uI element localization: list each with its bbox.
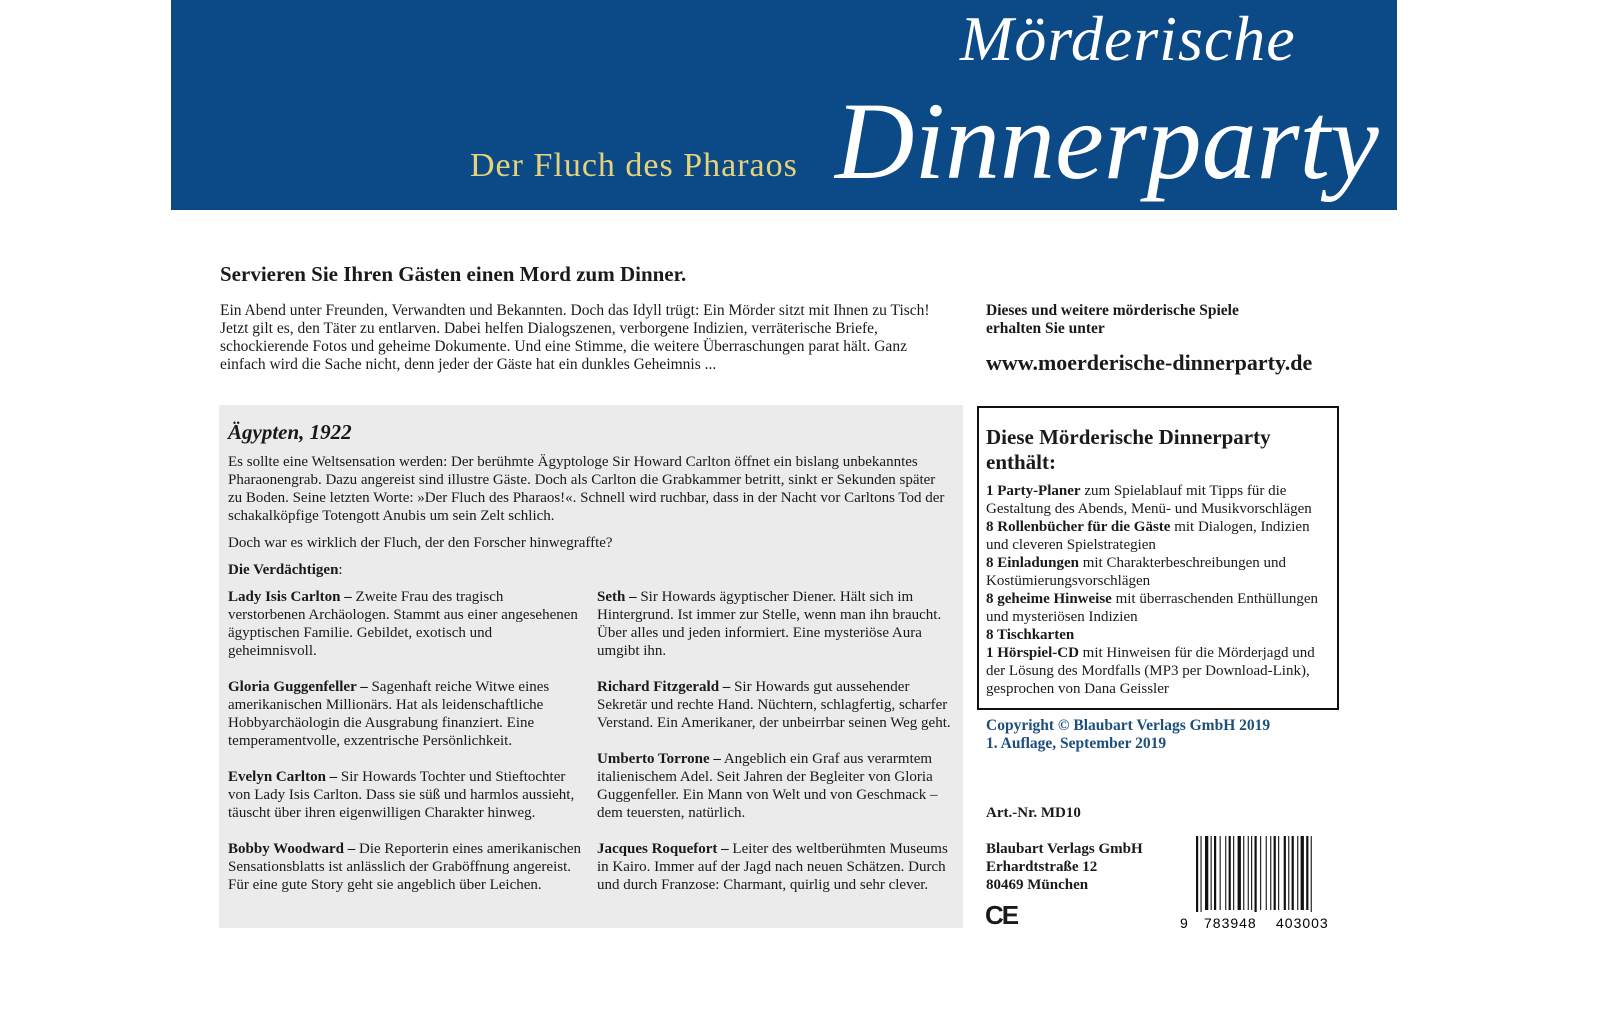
publisher-address [986, 840, 1143, 894]
barcode-bar [1274, 836, 1276, 910]
item-desc: mit Charakterbeschreibungen und Kostümierungsvorschlägen [986, 555, 1286, 589]
logo-line-1: Mörderische [960, 3, 1296, 74]
barcode-bar [1211, 836, 1212, 910]
contents-item [986, 554, 1330, 590]
story-text: Es sollte eine Weltsensation werden: Der berühmte Ägyptologe Sir Howard Carlton öffnet ein bislang unbekanntes Pharaonengrab. Dazu angereist sind illustre Gäste. Doch als Carlton die Grabkammer betritt, sinkt er Sekunden später zu Boden. Seine letzten Worte: »Der Fluch des Pharaos!«. Schnell wird ruchbar, dass in der Nacht vor Carltons Tod der schakalköpfige Totengott Anubis um sein Zelt schlich. [228, 454, 945, 524]
suspect-entry [597, 840, 952, 894]
suspect-desc: Sir Howards gut aussehender Sekretär und rechte Hand. Nüchtern, schlagfertig, scharfer Verstand. Ein Amerikaner, der unbeirrbar seinen Weg geht. [597, 679, 951, 731]
item-name: 8 geheime Hinweise [986, 591, 1112, 607]
barcode-bar [1311, 836, 1312, 912]
item-desc: mit Dialogen, Indizien und cleveren Spielstrategien [986, 519, 1310, 553]
suspect-name: Seth – [597, 589, 637, 605]
item-name: 1 Party-Planer [986, 483, 1081, 499]
copyright: Copyright © Blaubart Verlags GmbH 2019 [986, 717, 1271, 734]
barcode-bar [1251, 836, 1252, 910]
more-games-block [986, 302, 1346, 376]
suspects-columns [228, 588, 954, 912]
suspect-name: Richard Fitzgerald – [597, 679, 731, 695]
barcode-bar [1220, 836, 1221, 910]
contents-item [986, 482, 1330, 518]
barcode-bar [1288, 836, 1289, 910]
suspects-label [228, 561, 954, 579]
suspect-name: Bobby Woodward – [228, 841, 356, 857]
article-number: Art.-Nr. MD10 [986, 805, 1081, 821]
headline: Servieren Sie Ihren Gästen einen Mord zum Dinner. [220, 262, 687, 286]
copyright-block [977, 717, 1339, 753]
suspect-name: Umberto Torrone – [597, 751, 721, 767]
item-name: 8 Tischkarten [986, 627, 1075, 643]
contents-item [986, 590, 1330, 626]
suspect-entry [228, 768, 583, 822]
website-link[interactable]: www.moerderische-dinnerparty.de [986, 350, 1313, 375]
publisher-city: 80469 München [986, 877, 1089, 893]
item-name: 8 Rollenbücher für die Gäste [986, 519, 1171, 535]
contents-item [986, 626, 1330, 644]
barcode-bar [1238, 836, 1241, 910]
item-name: 1 Hörspiel-CD [986, 645, 1079, 661]
publisher-name: Blaubart Verlags GmbH [986, 841, 1143, 857]
barcode-bar [1225, 836, 1226, 910]
suspect-entry [228, 678, 583, 750]
story-title: Ägypten, 1922 [228, 420, 352, 444]
barcode-bar [1205, 836, 1208, 910]
suspect-desc: Sir Howards ägyptischer Diener. Hält sich im Hintergrund. Ist immer zur Stelle, wenn man ihn braucht. Über alles und jeden informiert. Eine mysteriöse Aura umgibt ihn. [597, 589, 942, 659]
suspect-desc: Angeblich ein Graf aus verarmtem italienischem Adel. Seit Jahren der Begleiter von Gloria Guggenfeller. Ein Mann von Welt und von Geschmack – dem teuersten, natürlich. [597, 751, 938, 821]
item-desc: mit Hinweisen für die Mörderjagd und der Lösung des Mordfalls (MP3 per Download-Link), gesprochen von Dana Geissler [986, 645, 1315, 697]
edition: 1. Auflage, September 2019 [986, 735, 1167, 752]
suspect-entry [228, 840, 583, 894]
suspect-desc: Sagenhaft reiche Witwe eines amerikanischen Millionärs. Hat als leidenschaftliche Hobbyarchäologin die Ausgrabung finanziert. Eine temperamentvolle, exzentrische Persönlichkeit. [228, 679, 550, 749]
game-subtitle: Der Fluch des Pharaos [470, 147, 798, 184]
barcode-bar [1214, 836, 1216, 910]
barcode-digits-group1: 783948 [1204, 915, 1257, 931]
barcode-bar [1266, 836, 1267, 910]
barcode-bar [1233, 836, 1234, 910]
barcode-bar [1248, 836, 1249, 910]
barcode-bar [1306, 836, 1308, 910]
suspect-name: Gloria Guggenfeller – [228, 679, 368, 695]
suspect-name: Lady Isis Carlton – [228, 589, 352, 605]
suspect-desc: Zweite Frau des tragisch verstorbenen Archäologen. Stammt aus einer angesehenen ägyptischen Familie. Gebildet, exotisch und geheimnisvoll. [228, 589, 578, 659]
barcode-bar [1243, 836, 1244, 910]
more-games-text: Dieses und weitere mörderische Spiele erhalten Sie unter [986, 302, 1239, 337]
suspect-entry [597, 678, 952, 732]
contents-column [977, 406, 1339, 753]
barcode-bar [1196, 836, 1198, 912]
story-question: Doch war es wirklich der Fluch, der den Forscher hinwegraffte? [228, 535, 613, 551]
suspects-colon: : [338, 562, 343, 578]
suspect-entry [597, 588, 952, 660]
contents-box [977, 406, 1339, 710]
suspect-name: Evelyn Carlton – [228, 769, 338, 785]
ce-mark-icon: CE [985, 900, 1018, 930]
barcode-bar [1229, 836, 1231, 910]
barcode-bar [1278, 836, 1279, 910]
suspect-desc: Sir Howards Tochter und Stieftochter von Lady Isis Carlton. Dass sie süß und harmlos aussieht, täuscht über ihren eigenwilligen Charakter hinweg. [228, 769, 575, 821]
logo-line-2: Dinnerparty [835, 80, 1379, 202]
suspects-label-text: Die Verdächtigen [228, 562, 339, 578]
barcode-bar [1255, 836, 1257, 912]
suspect-entry [597, 750, 952, 822]
story-panel [219, 405, 963, 928]
contents-title: Diese Mörderische Dinnerparty enthält: [986, 425, 1271, 474]
barcode-bar [1270, 836, 1271, 910]
barcode-bar [1260, 836, 1261, 910]
barcode-bar [1201, 836, 1202, 912]
suspect-name: Jacques Roquefort – [597, 841, 729, 857]
intro-text: Ein Abend unter Freunden, Verwandten und Bekannten. Doch das Idyll trügt: Ein Mörder sitzt mit Ihnen zu Tisch! Jetzt gilt es, den Täter zu entlarven. Dabei helfen Dialogszenen, verborgene Indizien, verräterische Briefe, schockierende Fotos und geheime Dokumente. Und eine Stimme, die weitere Überraschungen parat hält. Ganz einfach wird die Sache nicht, denn jeder der Gäste hat ein dunkles Geheimnis ... [220, 302, 930, 373]
barcode-bar [1284, 836, 1286, 910]
item-desc: zum Spielablauf mit Tipps für die Gestaltung des Abends, Menü- und Musikvorschlägen [986, 483, 1312, 517]
publisher-street: Erhardtstraße 12 [986, 859, 1098, 875]
barcode-bar [1297, 836, 1298, 910]
suspects-right-column [597, 588, 952, 912]
barcode [1180, 836, 1340, 931]
barcode-digit-first: 9 [1180, 915, 1188, 931]
contents-item [986, 644, 1330, 698]
contents-item [986, 518, 1330, 554]
suspect-entry [228, 588, 583, 660]
suspect-desc: Leiter des weltberühmten Museums in Kairo. Immer auf der Jagd nach neuen Schätzen. Durch und durch Franzose: Charmant, quirlig und sehr clever. [597, 841, 948, 893]
barcode-bar [1292, 836, 1294, 910]
item-desc: mit überraschenden Enthüllungen und mysteriösen Indizien [986, 591, 1319, 625]
suspect-desc: Die Reporterin eines amerikanischen Sensationsblatts ist anlässlich der Graböffnung angereist. Für eine gute Story geht sie angeblich über Leichen. [228, 841, 582, 893]
item-name: 8 Einladungen [986, 555, 1079, 571]
barcode-bar [1301, 836, 1304, 910]
suspects-left-column [228, 588, 583, 912]
barcode-digits-group2: 403003 [1276, 915, 1329, 931]
contents-list [986, 482, 1330, 698]
